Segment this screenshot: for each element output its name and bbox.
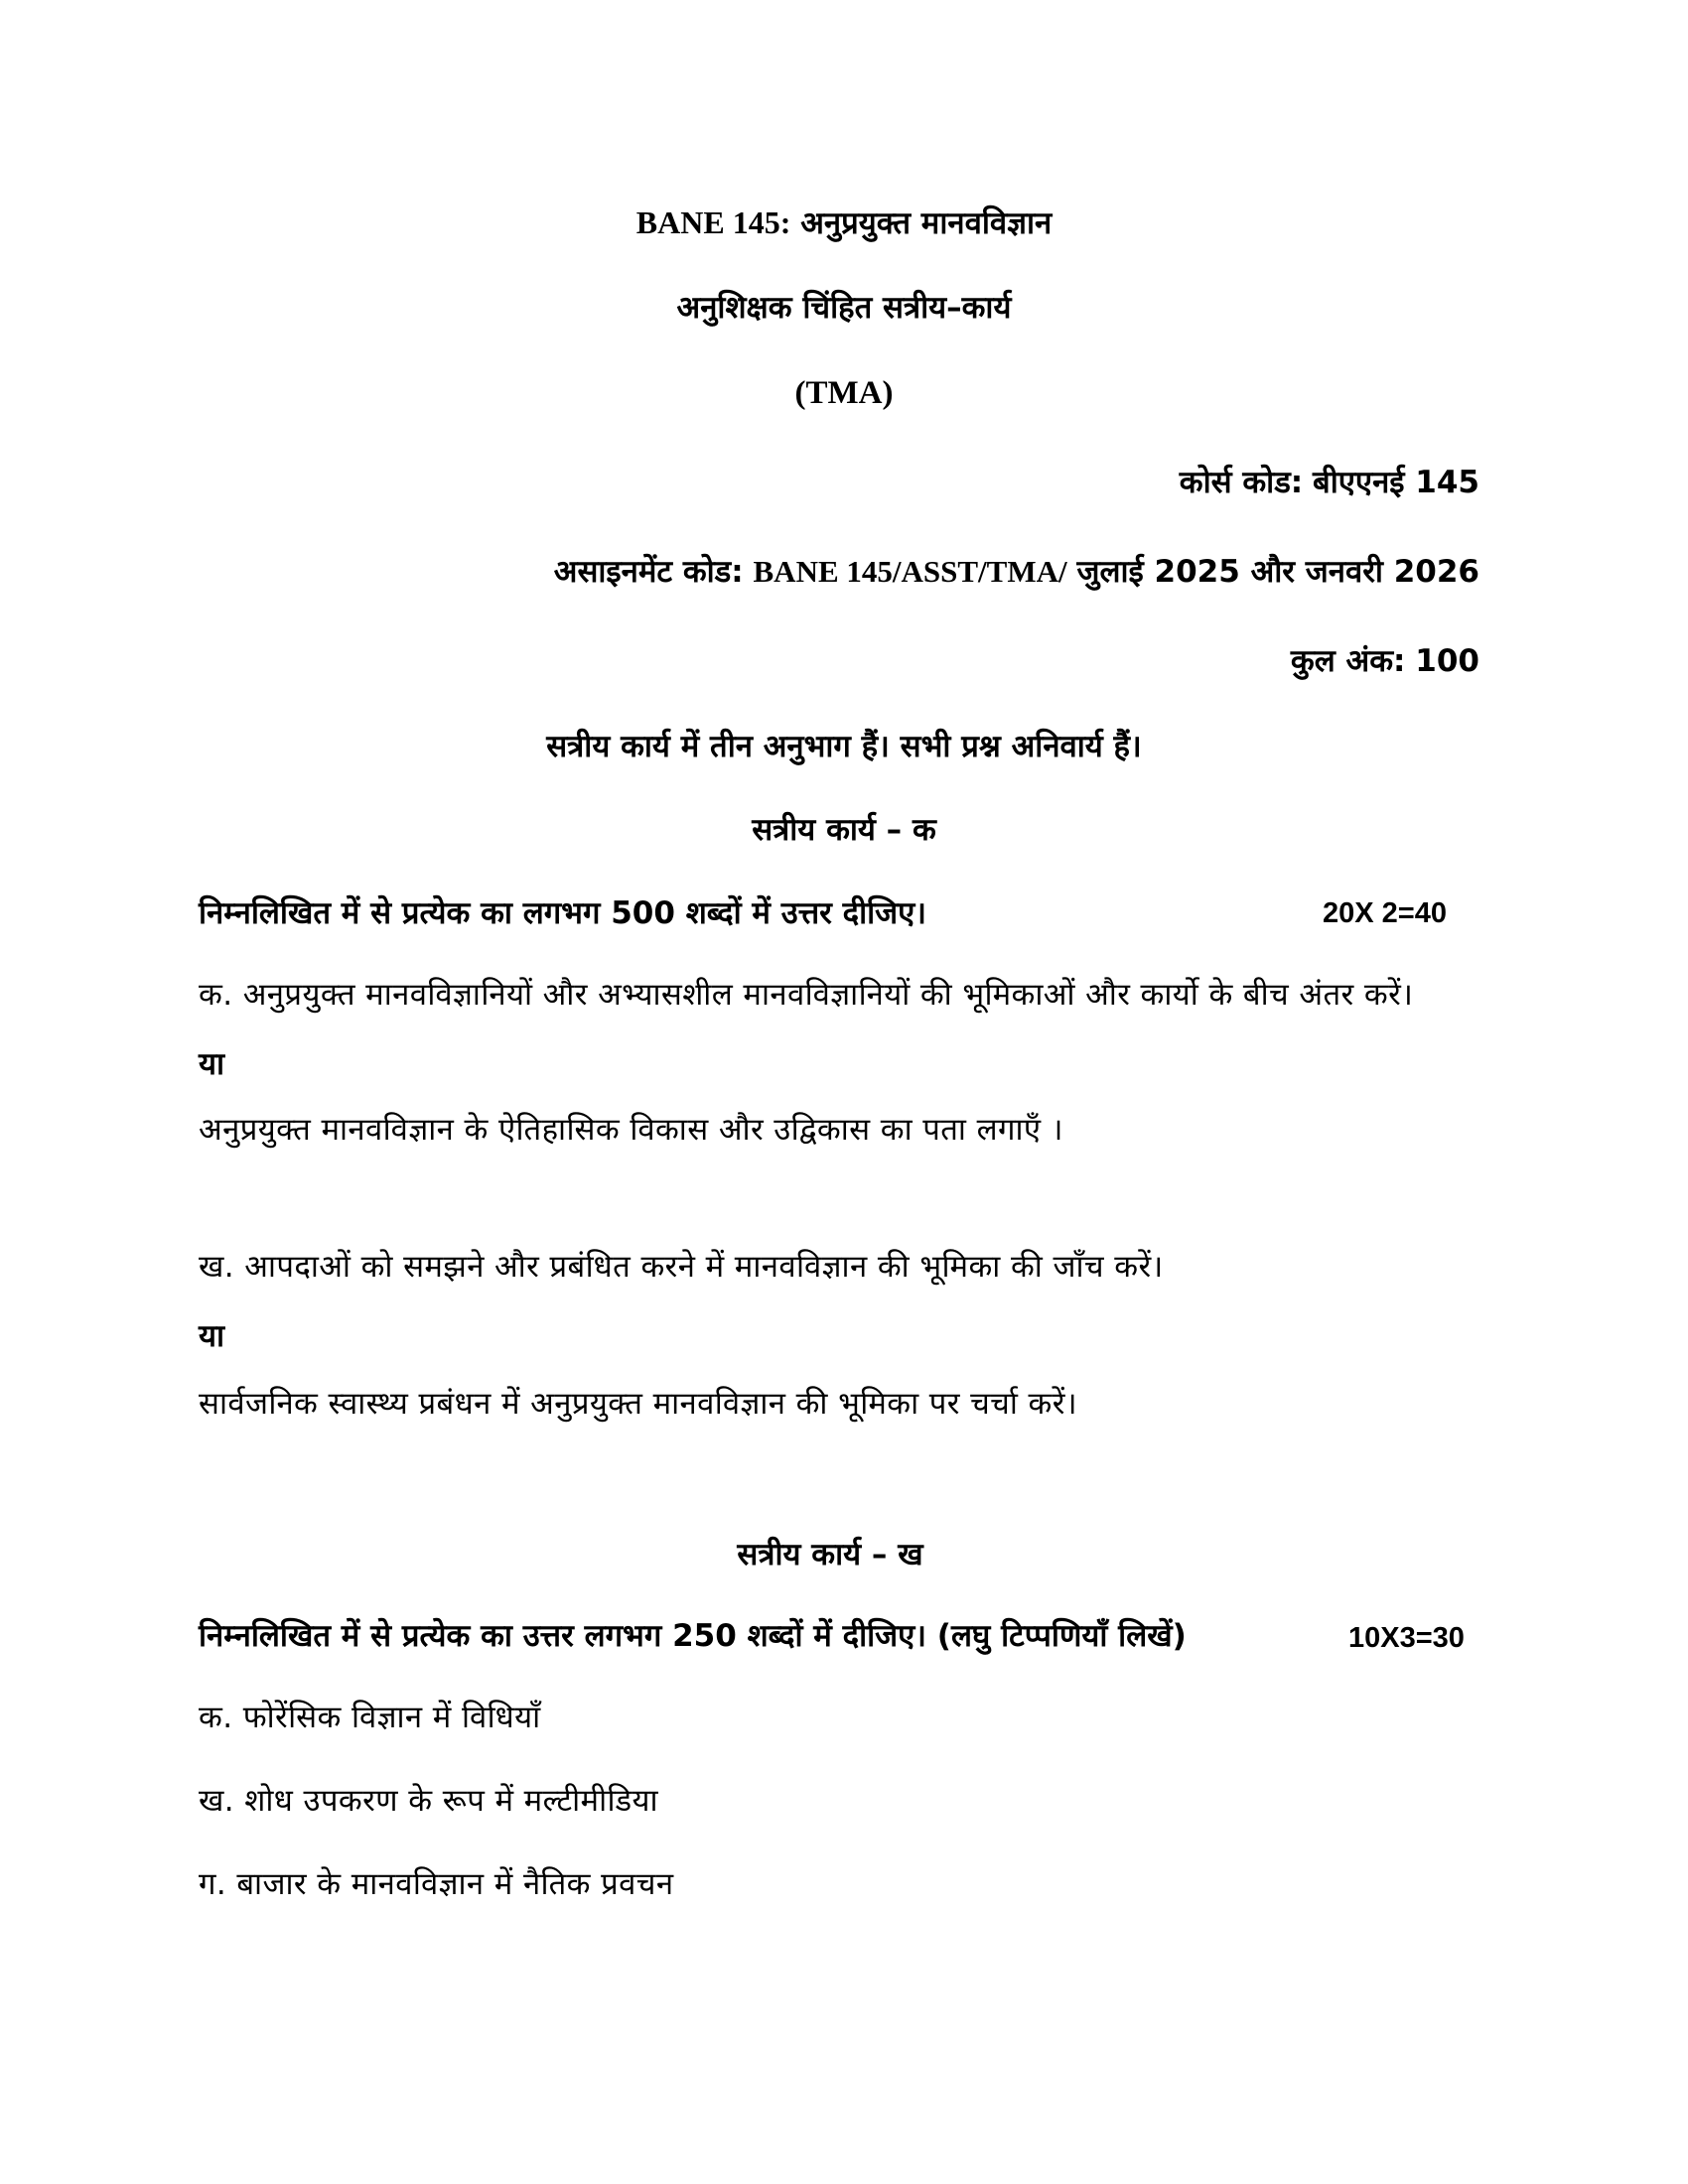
total-marks-value: 100 [1415,643,1479,679]
course-code-label: कोर्स कोड: [1179,465,1304,500]
course-title-text: अनुप्रयुक्त मानवविज्ञान [800,205,1053,241]
section-a-heading: सत्रीय कार्य – क [752,812,936,848]
section-a-question-2: ख. आपदाओं को समझने और प्रबंधित करने में मानवविज्ञान की भूमिका की जाँच करें। [199,1249,1164,1285]
section-a-instruction: निम्नलिखित में से प्रत्येक का लगभग 500 शब्दों में उत्तर दीजिए। [199,895,927,931]
section-b-question-1: क. फोरेंसिक विज्ञान में विधियाँ [199,1700,541,1735]
section-a-marks: 20X 2=40 [1323,897,1447,929]
section-b-instruction: निम्नलिखित में से प्रत्येक का उत्तर लगभग 250 शब्दों में दीजिए। (लघु टिप्पणियाँ लिखें) [199,1618,1187,1654]
section-a-question-2-alt: सार्वजनिक स्वास्थ्य प्रबंधन में अनुप्रयुक्त मानवविज्ञान की भूमिका पर चर्चा करें। [199,1386,1077,1422]
section-b-question-3: ग. बाजार के मानवविज्ञान में नैतिक प्रवचन [199,1866,674,1902]
course-code [1180,463,1479,502]
course-title-code: BANE 145: [635,205,791,240]
section-b-heading: सत्रीय कार्य – ख [737,1537,923,1572]
course-title [0,203,1688,243]
assignment-subtitle: अनुशिक्षक चिंहित सत्रीय–कार्य [676,290,1012,326]
tma-label: (TMA) [794,375,894,411]
general-instructions: सत्रीय कार्य में तीन अनुभाग हैं। सभी प्रश्न अनिवार्य हैं। [546,729,1142,764]
total-marks-label: कुल अंक: [1290,643,1406,679]
course-code-value: बीएएनई 145 [1313,465,1479,500]
assignment-code-id: BANE 145/ASST/TMA/ [753,554,1067,589]
section-a-or-2: या [199,1318,225,1354]
section-a-question-1: क. अनुप्रयुक्त मानवविज्ञानियों और अभ्यासशील मानवविज्ञानियों की भूमिकाओं और कार्यो के बीच अंतर करें। [199,977,1414,1013]
assignment-code-label: असाइनमेंट कोड: [553,554,744,590]
section-a-question-1-alt: अनुप्रयुक्त मानवविज्ञान के ऐतिहासिक विकास और उद्विकास का पता लगाएँ । [199,1112,1063,1148]
section-a-or-1: या [199,1046,225,1082]
assignment-code [554,552,1479,592]
total-marks [1291,641,1479,681]
section-b-question-2: ख. शोध उपकरण के रूप में मल्टीमीडिया [199,1783,658,1819]
section-b-marks: 10X3=30 [1348,1622,1465,1654]
assignment-code-session: जुलाई 2025 और जनवरी 2026 [1076,554,1479,590]
